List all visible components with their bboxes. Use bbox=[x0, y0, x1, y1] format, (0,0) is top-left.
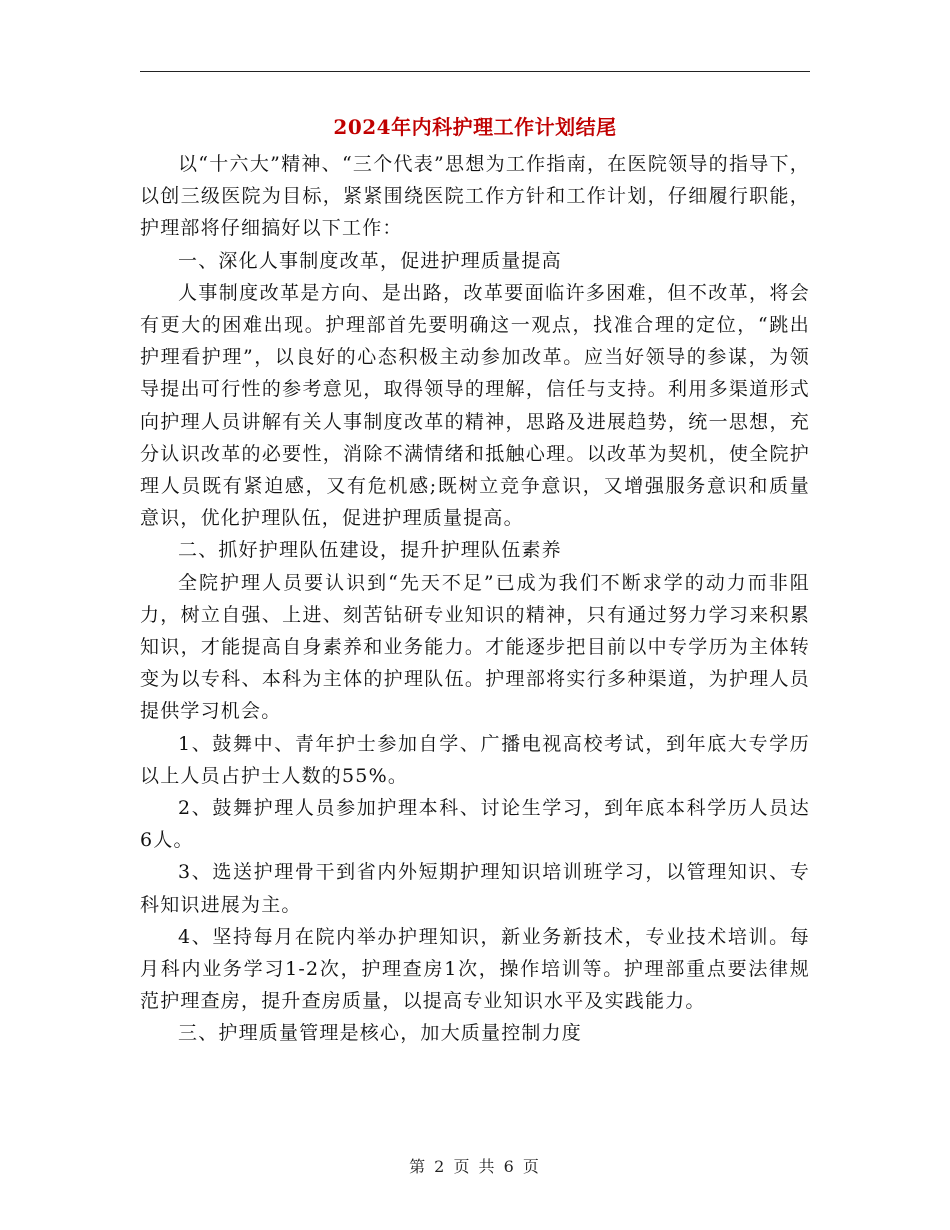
page-number-footer: 第 2 页 共 6 页 bbox=[409, 1157, 541, 1176]
list-item-2: 2、鼓舞护理人员参加护理本科、讨论生学习，到年底本科学历人员达6人。 bbox=[140, 797, 810, 852]
section-heading-1: 一、深化人事制度改革，促进护理质量提高 bbox=[178, 249, 562, 272]
section-2-paragraph: 全院护理人员要认识到“先天不足”已成为我们不断求学的动力而非阻力，树立自强、上进、刻苦钻研专业知识的精神，只有通过努力学习来积累知识，才能提高自身素养和业务能力。才能逐步把目前以中专学历为主体转变为以专科、本科为主体的护理队伍。护理部将实行多种渠道，为护理人员提供学习机会。 bbox=[140, 571, 810, 723]
section-heading-2: 二、抓好护理队伍建设，提升护理队伍素养 bbox=[178, 539, 562, 562]
list-item-1: 1、鼓舞中、青年护士参加自学、广播电视高校考试，到年底大专学历以上人员占护士人数的55%。 bbox=[140, 732, 810, 787]
intro-paragraph: 以“十六大”精神、“三个代表”思想为工作指南，在医院领导的指导下，以创三级医院为目标，紧紧围绕医院工作方针和工作计划，仔细履行职能，护理部将仔细搞好以下工作： bbox=[140, 153, 810, 240]
list-item-3: 3、选送护理骨干到省内外短期护理知识培训班学习，以管理知识、专科知识进展为主。 bbox=[140, 861, 810, 916]
document-body bbox=[140, 148, 810, 1050]
document-title: 2024年内科护理工作计划结尾 bbox=[333, 115, 617, 139]
section-1-paragraph: 人事制度改革是方向、是出路，改革要面临许多困难，但不改革，将会有更大的困难出现。护理部首先要明确这一观点，找准合理的定位，“跳出护理看护理”，以良好的心态积极主动参加改革。应当好领导的参谋，为领导提出可行性的参考意见，取得领导的理解，信任与支持。利用多渠道形式向护理人员讲解有关人事制度改革的精神，思路及进展趋势，统一思想，充分认识改革的必要性，消除不满情绪和抵触心理。以改革为契机，使全院护理人员既有紧迫感，又有危机感;既树立竞争意识，又增强服务意识和质量意识，优化护理队伍，促进护理质量提高。 bbox=[140, 281, 810, 530]
section-heading-3: 三、护理质量管理是核心，加大质量控制力度 bbox=[178, 1022, 583, 1045]
header-rule bbox=[140, 71, 810, 72]
list-item-4: 4、坚持每月在院内举办护理知识，新业务新技术，专业技术培训。每月科内业务学习1-2次，护理查房1次，操作培训等。护理部重点要法律规范护理查房，提升查房质量，以提高专业知识水平及实践能力。 bbox=[140, 925, 810, 1013]
